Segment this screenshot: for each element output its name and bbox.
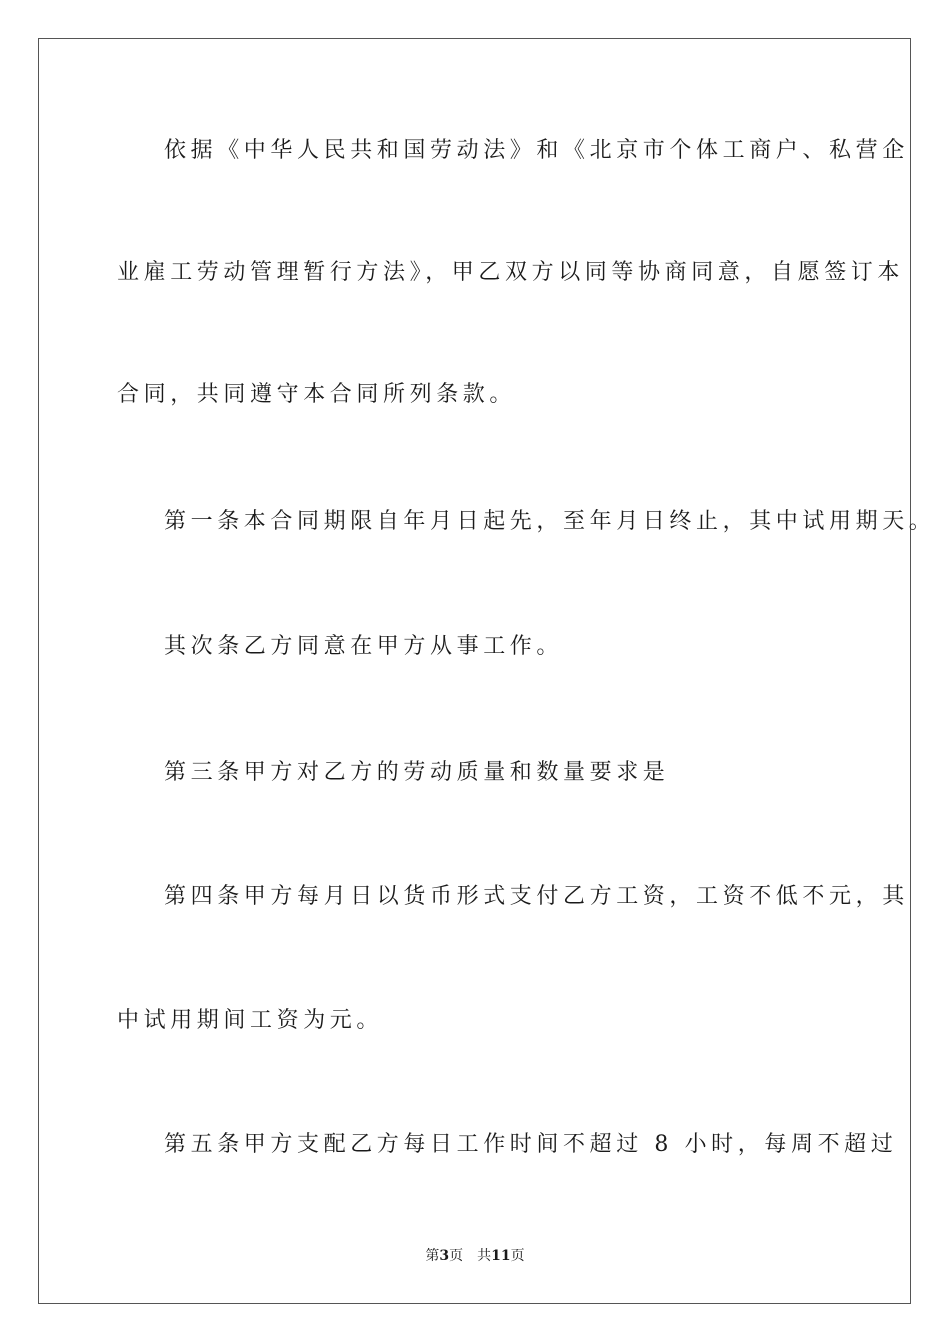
total-prefix: 共	[477, 1248, 492, 1264]
paragraph-intro-line-1: 依据《中华人民共和国劳动法》和《北京市个体工商户、私营企	[164, 138, 909, 163]
clause-2: 其次条乙方同意在甲方从事工作。	[164, 634, 564, 659]
clause-4-line-2: 中试用期间工资为元。	[117, 1008, 384, 1033]
page-suffix: 页	[449, 1248, 464, 1264]
total-suffix: 页	[510, 1248, 525, 1264]
clause-1: 第一条本合同期限自年月日起先，至年月日终止，其中试用期天。	[164, 509, 936, 534]
paragraph-intro-line-3: 合同，共同遵守本合同所列条款。	[117, 382, 517, 407]
clause-4-line-1: 第四条甲方每月日以货币形式支付乙方工资，工资不低不元，其	[164, 884, 909, 909]
page-footer	[0, 1246, 950, 1266]
clause-5-line-1: 第五条甲方支配乙方每日工作时间不超过 8 小时，每周不超过	[164, 1132, 898, 1157]
paragraph-intro-line-2: 业雇工劳动管理暂行方法》，甲乙双方以同等协商同意，自愿签订本	[117, 260, 905, 285]
total-page-count: 11	[491, 1248, 511, 1264]
page-prefix: 第	[425, 1248, 440, 1264]
clause-3: 第三条甲方对乙方的劳动质量和数量要求是	[164, 760, 670, 785]
page-border	[38, 38, 911, 1304]
current-page-number: 3	[439, 1248, 450, 1264]
